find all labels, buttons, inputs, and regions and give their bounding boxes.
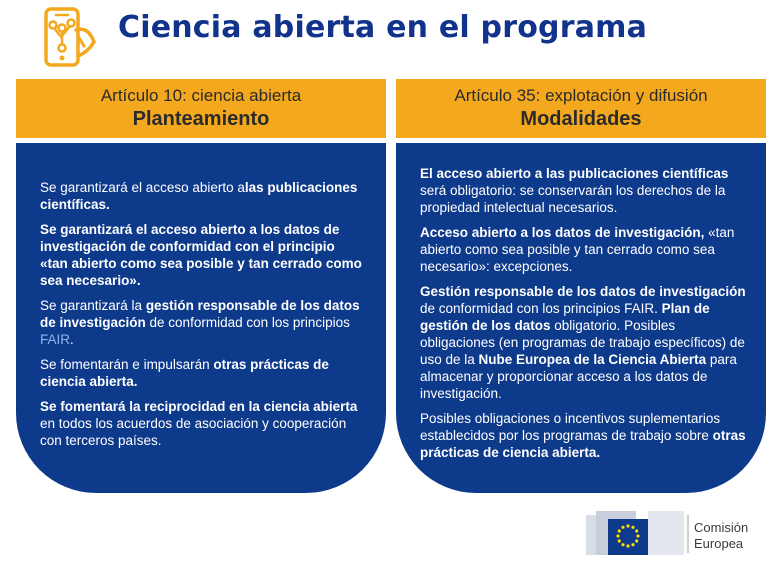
left-p1-bold: las publicaciones científicas. — [40, 180, 358, 212]
right-p4-bold: otras prácticas de ciencia abierta. — [420, 428, 746, 460]
right-p3-text-b: de conformidad con los principios FAIR. — [420, 301, 662, 316]
left-paragraph-4 — [40, 356, 362, 390]
left-column-subtitle: Artículo 10: ciencia abierta — [100, 86, 302, 105]
logo-text — [694, 520, 748, 552]
right-paragraph-1 — [420, 165, 748, 216]
left-p3-text-c: de conformidad con los principios — [145, 315, 350, 330]
right-panel — [396, 143, 766, 493]
right-column-subtitle: Artículo 35: explotación y difusión — [454, 86, 708, 105]
left-p3-bold: gestión responsable de los datos de investigación — [40, 298, 360, 330]
left-paragraph-1 — [40, 179, 362, 213]
logo-line-1: Comisión — [694, 520, 749, 535]
left-p3-text-d: . — [70, 332, 74, 347]
left-column-header — [16, 79, 386, 138]
page-title: Ciencia abierta en el programa — [118, 10, 648, 45]
right-p3-bold-c: Plan de gestión de los datos — [420, 301, 710, 333]
left-paragraph-2: Se garantizará el acceso abierto a los datos de investigación de conformidad con el principio «tan abierto como sea posible y tan cerrado como sea necesario». — [40, 222, 362, 288]
right-p3-text-g: . — [498, 386, 502, 401]
right-column-header — [396, 79, 766, 138]
right-p1-text: será obligatorio: se conservarán los derechos de la propiedad intelectual necesarios. — [420, 183, 726, 215]
mobile-network-icon — [36, 6, 100, 70]
left-p5-text: en todos los acuerdos de asociación y cooperación con terceros países. — [40, 416, 347, 448]
logo-line-2: Europea — [694, 536, 744, 551]
right-p3-bold-a: Gestión responsable de los datos de investigación — [420, 284, 746, 299]
left-p4-bold: otras prácticas de ciencia abierta. — [40, 357, 329, 389]
right-paragraph-3 — [420, 283, 748, 402]
right-p2-bold: Acceso abierto a los datos de investigación, — [420, 225, 705, 240]
right-p1-bold: El acceso abierto a las publicaciones científicas — [420, 166, 729, 181]
right-p4-text: Posibles obligaciones o incentivos suplementarios establecidos por los programas de trabajo sobre — [420, 411, 721, 443]
right-p3-bold-e: Nube Europea de la Ciencia Abierta — [478, 352, 707, 367]
left-column-heading: Planteamiento — [132, 108, 270, 130]
right-paragraph-2 — [420, 224, 748, 275]
left-paragraph-3 — [40, 297, 362, 348]
left-panel — [16, 143, 386, 493]
left-p3-text-a: Se garantizará la — [40, 298, 146, 313]
right-p2-text: «tan abierto como sea posible y tan cerrado como sea necesario»: excepciones. — [420, 225, 735, 274]
right-paragraph-4 — [420, 410, 748, 461]
european-commission-logo — [584, 509, 764, 561]
left-paragraph-5 — [40, 398, 362, 449]
left-p1-text: Se garantizará el acceso abierto a — [40, 180, 245, 195]
right-p3-text-f: para almacenar y proporcionar acceso a los datos de investigación — [420, 352, 737, 401]
left-p5-bold: Se fomentará la reciprocidad en la ciencia abierta — [40, 399, 358, 414]
left-p4-text: Se fomentarán e impulsarán — [40, 357, 214, 372]
right-column-heading: Modalidades — [520, 108, 642, 130]
fair-link[interactable]: FAIR — [40, 332, 71, 347]
right-p3-text-d: obligatorio. Posibles obligaciones (en programas de trabajo específicos) de uso de la — [420, 318, 745, 367]
